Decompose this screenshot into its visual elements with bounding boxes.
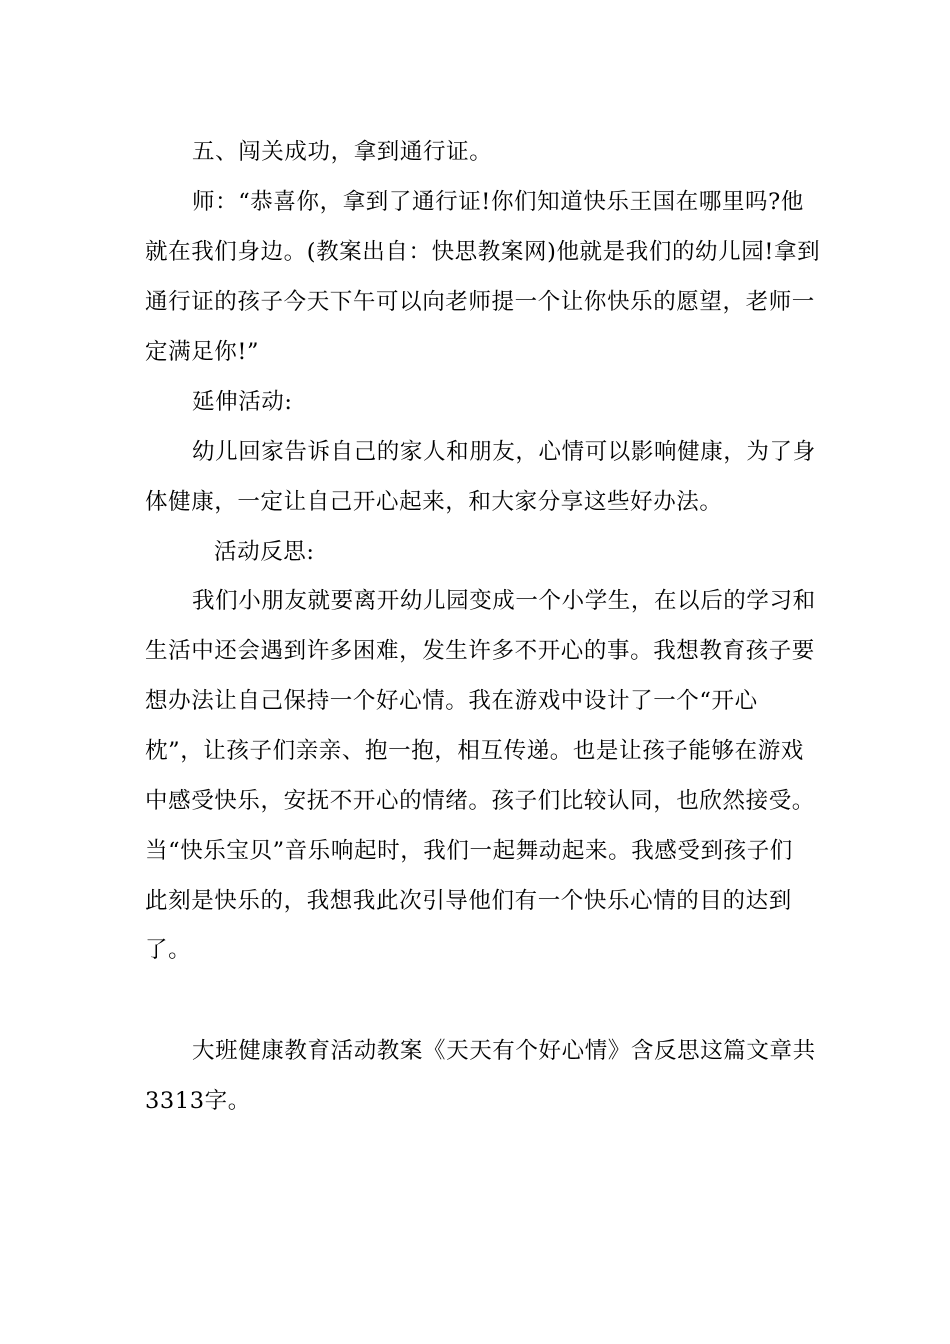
- paragraph-line: 我们小朋友就要离开幼儿园变成一个小学生，在以后的学习和: [192, 588, 816, 614]
- section-heading: 延伸活动:: [192, 389, 293, 415]
- paragraph-line: 枕”，让孩子们亲亲、抱一抱，相互传递。也是让孩子能够在游戏: [145, 738, 804, 764]
- paragraph-line: 此刻是快乐的，我想我此次引导他们有一个快乐心情的目的达到: [145, 888, 792, 914]
- paragraph-line: 幼儿回家告诉自己的家人和朋友，心情可以影响健康，为了身: [192, 439, 816, 465]
- article-word-count: 3313字。: [145, 1088, 251, 1114]
- paragraph-line: 就在我们身边。(教案出自：快思教案网)他就是我们的幼儿园!拿到: [145, 239, 821, 265]
- paragraph-line: 了。: [145, 937, 192, 963]
- paragraph-line: 当“快乐宝贝”音乐响起时，我们一起舞动起来。我感受到孩子们: [145, 838, 793, 864]
- section-heading: 五、闯关成功，拿到通行证。: [192, 139, 493, 165]
- article-summary-line: 大班健康教育活动教案《天天有个好心情》含反思这篇文章共: [192, 1038, 816, 1064]
- paragraph-line: 通行证的孩子今天下午可以向老师提一个让你快乐的愿望，老师一: [145, 289, 815, 315]
- section-heading: 活动反思:: [214, 539, 315, 565]
- paragraph-line: 中感受快乐，安抚不开心的情绪。孩子们比较认同，也欣然接受。: [145, 788, 815, 814]
- paragraph-line: 师：“恭喜你，拿到了通行证!你们知道快乐王国在哪里吗?他: [192, 189, 804, 215]
- paragraph-line: 定满足你!”: [145, 339, 260, 365]
- paragraph-line: 体健康，一定让自己开心起来，和大家分享这些好办法。: [145, 489, 723, 515]
- paragraph-line: 生活中还会遇到许多困难，发生许多不开心的事。我想教育孩子要: [145, 638, 815, 664]
- paragraph-line: 想办法让自己保持一个好心情。我在游戏中设计了一个“开心: [145, 688, 758, 714]
